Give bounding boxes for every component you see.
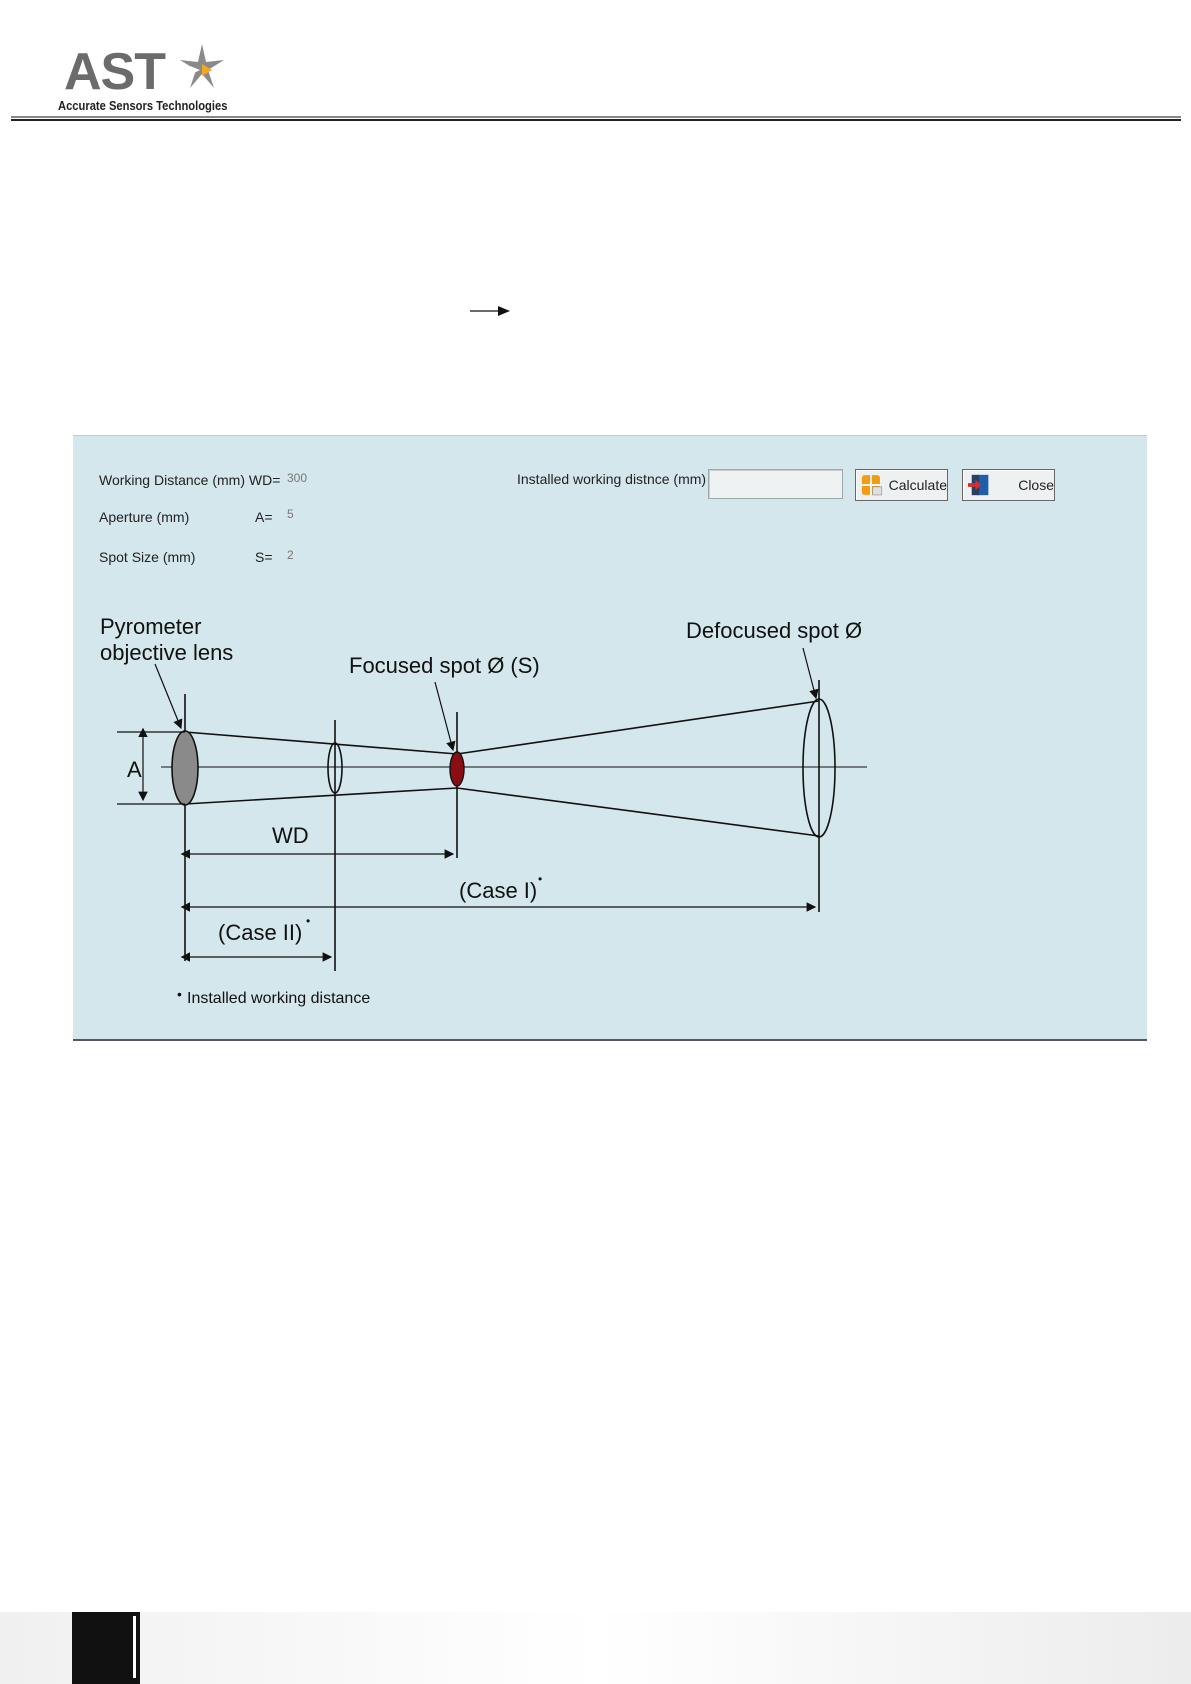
header-rule-light <box>11 116 1181 118</box>
logo-text: AST <box>64 43 165 101</box>
footer-bar <box>133 1616 136 1678</box>
calculator-dialog <box>73 435 1147 1041</box>
footnote-mark: • <box>177 986 182 1002</box>
close-label: Close <box>1018 477 1054 493</box>
optical-diagram <box>73 436 1147 1041</box>
right-arrow-icon <box>470 303 512 319</box>
ast-logo <box>56 40 236 116</box>
lens-label-line2: objective lens <box>100 640 234 665</box>
beam-upper-converging <box>185 732 457 754</box>
aperture-value: 5 <box>287 507 294 521</box>
aperture-symbol: A= <box>255 509 273 525</box>
lens-label-line1: Pyrometer <box>100 614 202 639</box>
lens-leader <box>155 664 181 728</box>
defocused-leader <box>803 648 816 698</box>
focused-leader <box>435 682 453 750</box>
page-footer <box>0 1612 1191 1684</box>
case1-label: (Case I) <box>459 878 538 903</box>
case1-footnote-mark: • <box>538 872 543 886</box>
calculate-label: Calculate <box>888 477 947 493</box>
page-header <box>0 0 1191 125</box>
logo-star-icon <box>180 44 224 88</box>
logo-subtitle: Accurate Sensors Technologies <box>58 98 228 113</box>
footer-block <box>72 1612 140 1684</box>
wd-label: WD <box>272 823 309 848</box>
installed-distance-label: Installed working distnce (mm) <box>517 471 707 487</box>
focused-spot-label: Focused spot Ø (S) <box>349 653 540 678</box>
footnote-text: Installed working distance <box>187 990 371 1007</box>
beam-lower-converging <box>185 788 457 804</box>
focused-spot <box>450 752 464 786</box>
beam-lower-diverging <box>457 788 819 836</box>
spot-size-symbol: S= <box>255 549 273 565</box>
spot-size-label: Spot Size (mm) <box>99 549 196 565</box>
aperture-letter: A <box>127 757 142 782</box>
case2-label: (Case II) <box>218 920 303 945</box>
working-distance-label: Working Distance (mm) WD= <box>99 472 281 488</box>
defocused-spot-label: Defocused spot Ø <box>686 618 863 643</box>
aperture-label: Aperture (mm) <box>99 509 190 525</box>
spot-size-value: 2 <box>287 548 294 562</box>
dialog-bottom-edge <box>73 1039 1147 1041</box>
objective-lens <box>172 731 198 805</box>
case2-footnote-mark: • <box>306 914 311 928</box>
beam-upper-diverging <box>457 701 819 754</box>
header-rule-dark <box>11 119 1181 121</box>
working-distance-value: 300 <box>287 471 308 485</box>
